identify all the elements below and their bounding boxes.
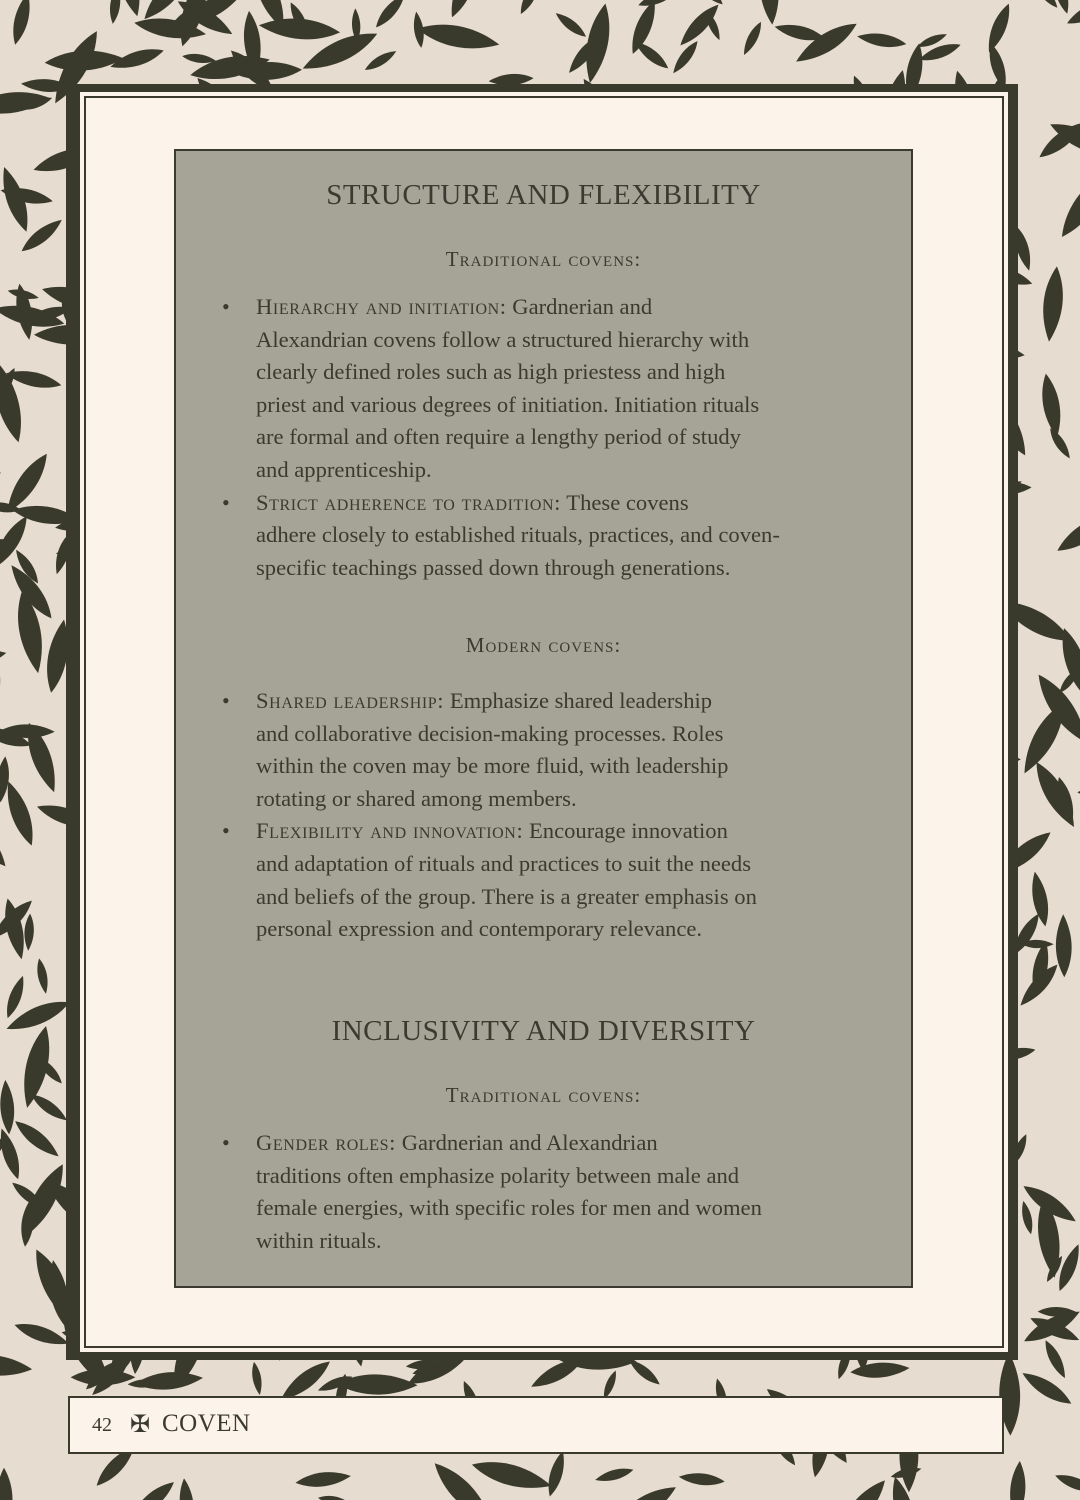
bullet-list [216,685,881,946]
leaf-pattern-background [415,18,501,54]
item-text: within rituals. [256,1227,382,1253]
leaf-pattern-background [553,9,589,40]
bullet-icon: • [222,818,230,844]
leaf-pattern-background [372,0,409,31]
leaf-pattern-background [1053,1470,1080,1496]
leaf-pattern-background [1054,164,1080,243]
bullet-icon: • [222,294,230,319]
leaf-pattern-background [757,0,782,25]
term: Shared leadership: [256,688,445,713]
term: Hierarchy and initiation: [256,294,507,319]
leaf-pattern-background [1055,914,1072,977]
leaf-pattern-background [0,807,12,873]
term: Flexibility and innovation: [256,818,524,844]
list-item [216,685,881,815]
leaf-pattern-background [830,1474,892,1500]
page-number: 42 [92,1414,112,1436]
subhead-text: Traditional covens: [445,247,642,271]
leaf-pattern-background [594,1465,635,1485]
text-panel [174,149,913,1288]
leaf-pattern-background [1008,1460,1027,1500]
item-text: Alexandrian covens follow a structured hierarchy with [256,326,750,352]
item-text: within the coven may be more fluid, with leadership [256,753,729,779]
leaf-pattern-background [108,0,122,24]
leaf-pattern-background [689,0,726,8]
item-text: Gardnerian and Alexandrian [401,1130,658,1155]
leaf-pattern-background [1046,426,1073,461]
running-head: COVEN [162,1410,251,1437]
leaf-pattern-background [1019,1200,1035,1235]
bullet-list [216,1127,881,1257]
leaf-pattern-background [544,1449,568,1498]
leaf-pattern-background [607,1479,681,1500]
leaf-pattern-background [632,37,672,72]
leaf-pattern-background [295,1469,352,1490]
leaf-pattern-background [126,1477,178,1500]
item-text: Encourage innovation [529,818,728,844]
leaf-pattern-background [0,1079,16,1134]
running-footer [68,1396,1004,1454]
item-text: traditions often emphasize polarity between male and [256,1162,740,1188]
list-item [216,1127,881,1257]
section-title: STRUCTURE AND FLEXIBILITY [326,179,761,211]
item-text: and beliefs of the group. There is a greater emphasis on [256,883,757,909]
leaf-pattern-background [1019,1367,1075,1410]
leaf-pattern-background [24,913,35,951]
leaf-pattern-background [12,1318,71,1350]
bullet-icon: • [222,1130,230,1155]
leaf-pattern-background [177,1478,196,1500]
leaf-pattern-background [0,1126,24,1181]
item-text: Gardnerian and [512,294,653,319]
subhead-text: Traditional covens: [445,1083,642,1107]
leaf-pattern-background [956,0,1018,6]
leaf-pattern-background [0,1468,13,1500]
leaf-pattern-background [740,20,765,57]
leaf-pattern-background [363,47,399,74]
leaf-pattern-background [35,958,51,995]
leaf-pattern-background [669,38,701,76]
leaf-pattern-background [791,16,861,69]
leaf-pattern-background [469,1455,554,1496]
item-text: personal expression and contemporary relevance. [256,916,703,942]
term: Strict adherence to tradition: [256,489,562,515]
term: Gender roles: [256,1130,397,1155]
leaf-pattern-background [856,30,907,50]
bullet-list [216,291,881,584]
subhead [176,633,911,658]
leaf-pattern-background [9,0,35,46]
item-text: Emphasize shared leadership [449,688,713,713]
leaf-pattern-background [0,1351,33,1379]
leaf-pattern-background [1041,1338,1070,1381]
leaf-pattern-background [0,646,8,673]
item-text: specific teachings passed down through generations. [256,554,731,580]
leaf-pattern-background [516,0,543,16]
item-text: are formal and often require a lengthy period of study [256,424,741,450]
leaf-pattern-background [11,1116,63,1162]
leaf-pattern-background [317,1494,348,1500]
leaf-pattern-background [1040,265,1067,342]
section-title: INCLUSIVITY AND DIVERSITY [331,1015,756,1047]
list-item [216,487,881,585]
item-text: These covens [566,489,689,515]
leaf-pattern-background [637,0,680,10]
item-text: priest and various degrees of initiation. Initiation rituals [256,391,760,417]
leaf-pattern-background [678,1471,725,1487]
leaf-pattern-background [580,2,615,85]
subhead-text: Modern covens: [465,633,622,657]
leaf-pattern-background [250,1361,264,1396]
leaf-pattern-background [850,1361,910,1380]
item-text: adhere closely to established rituals, practices, and coven- [256,522,780,548]
leaf-pattern-background [626,1356,663,1389]
subhead [176,1083,911,1108]
leaf-pattern-background [1028,757,1080,831]
leaf-pattern-background [1031,0,1061,11]
list-item [216,291,881,487]
leaf-pattern-background [1038,372,1065,439]
subhead [176,247,911,272]
leaf-pattern-background [44,49,124,73]
item-text: clearly defined roles such as high priestess and high [256,359,726,385]
item-text: rotating or shared among members. [256,785,577,811]
item-text: and adaptation of rituals and practices to suit the needs [256,850,752,876]
item-text: female energies, with specific roles for men and women [256,1195,762,1221]
list-item [216,815,881,945]
leaf-pattern-background [71,1369,136,1385]
item-text: and collaborative decision-making processes. Roles [256,720,724,746]
bullet-icon: • [222,688,230,713]
cross-ornament-icon: ✠ [130,1412,151,1438]
item-text: and apprenticeship. [256,456,432,482]
bullet-icon: • [222,489,230,515]
leaf-pattern-background [983,1,1015,55]
leaf-pattern-background [1053,506,1080,558]
leaf-pattern-background [445,0,483,20]
leaf-pattern-background [2,974,28,1020]
leaf-pattern-background [0,466,7,526]
